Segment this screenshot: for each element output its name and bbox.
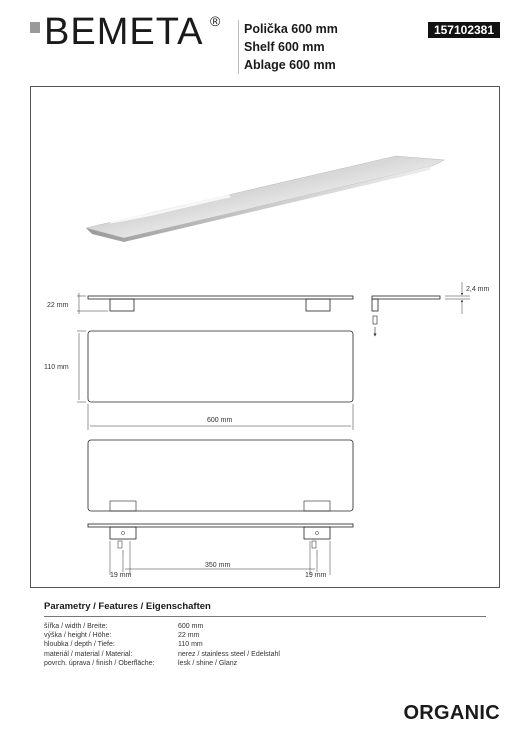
parameters-table (44, 622, 280, 668)
dim-width: 600 mm (207, 417, 233, 424)
parameter-value: 110 mm (178, 641, 203, 649)
parameter-value: 600 mm (178, 623, 204, 630)
parameter-row (44, 622, 280, 631)
collection-name: ORGANIC (403, 702, 500, 724)
front-elevation (77, 293, 353, 314)
shelf-render (86, 156, 444, 242)
dim-bracket-right: 19 mm (305, 572, 327, 579)
side-profile (372, 282, 470, 336)
dim-height: 22 mm (47, 302, 69, 309)
title-en: Shelf 600 mm (244, 40, 325, 54)
parameter-value: 22 mm (178, 632, 200, 640)
parameter-label: výška / height / Höhe: (44, 632, 112, 640)
parameters-heading: Parametry / Features / Eigenschaften (44, 601, 211, 612)
parameter-label: povrch. úprava / finish / Oberfläche: (44, 659, 155, 667)
dim-depth: 110 mm (44, 364, 69, 371)
parameter-label: materiál / material / Material: (44, 650, 133, 658)
dim-bracket-left: 19 mm (110, 572, 132, 579)
title-de: Ablage 600 mm (244, 58, 336, 72)
parameter-row (44, 650, 280, 659)
title-cz: Polička 600 mm (244, 22, 338, 36)
parameter-label: hloubka / depth / Tiefe: (44, 641, 115, 649)
parameter-row (44, 631, 280, 640)
parameter-label: šířka / width / Breite: (44, 623, 108, 630)
parameter-value: nerez / stainless steel / Edelstahl (178, 650, 280, 658)
plan-view-top (77, 331, 353, 430)
plan-view-bottom (88, 440, 353, 511)
dim-thickness: 2,4 mm (466, 286, 490, 293)
product-code: 157102381 (428, 22, 500, 38)
parameters-divider (44, 616, 486, 617)
registered-mark: ® (210, 13, 221, 29)
parameter-row (44, 659, 280, 668)
parameter-value: lesk / shine / Glanz (178, 659, 238, 667)
brand-logo: BEMETA (44, 11, 204, 53)
dim-hole-spacing: 350 mm (205, 562, 231, 569)
parameter-row (44, 640, 280, 649)
